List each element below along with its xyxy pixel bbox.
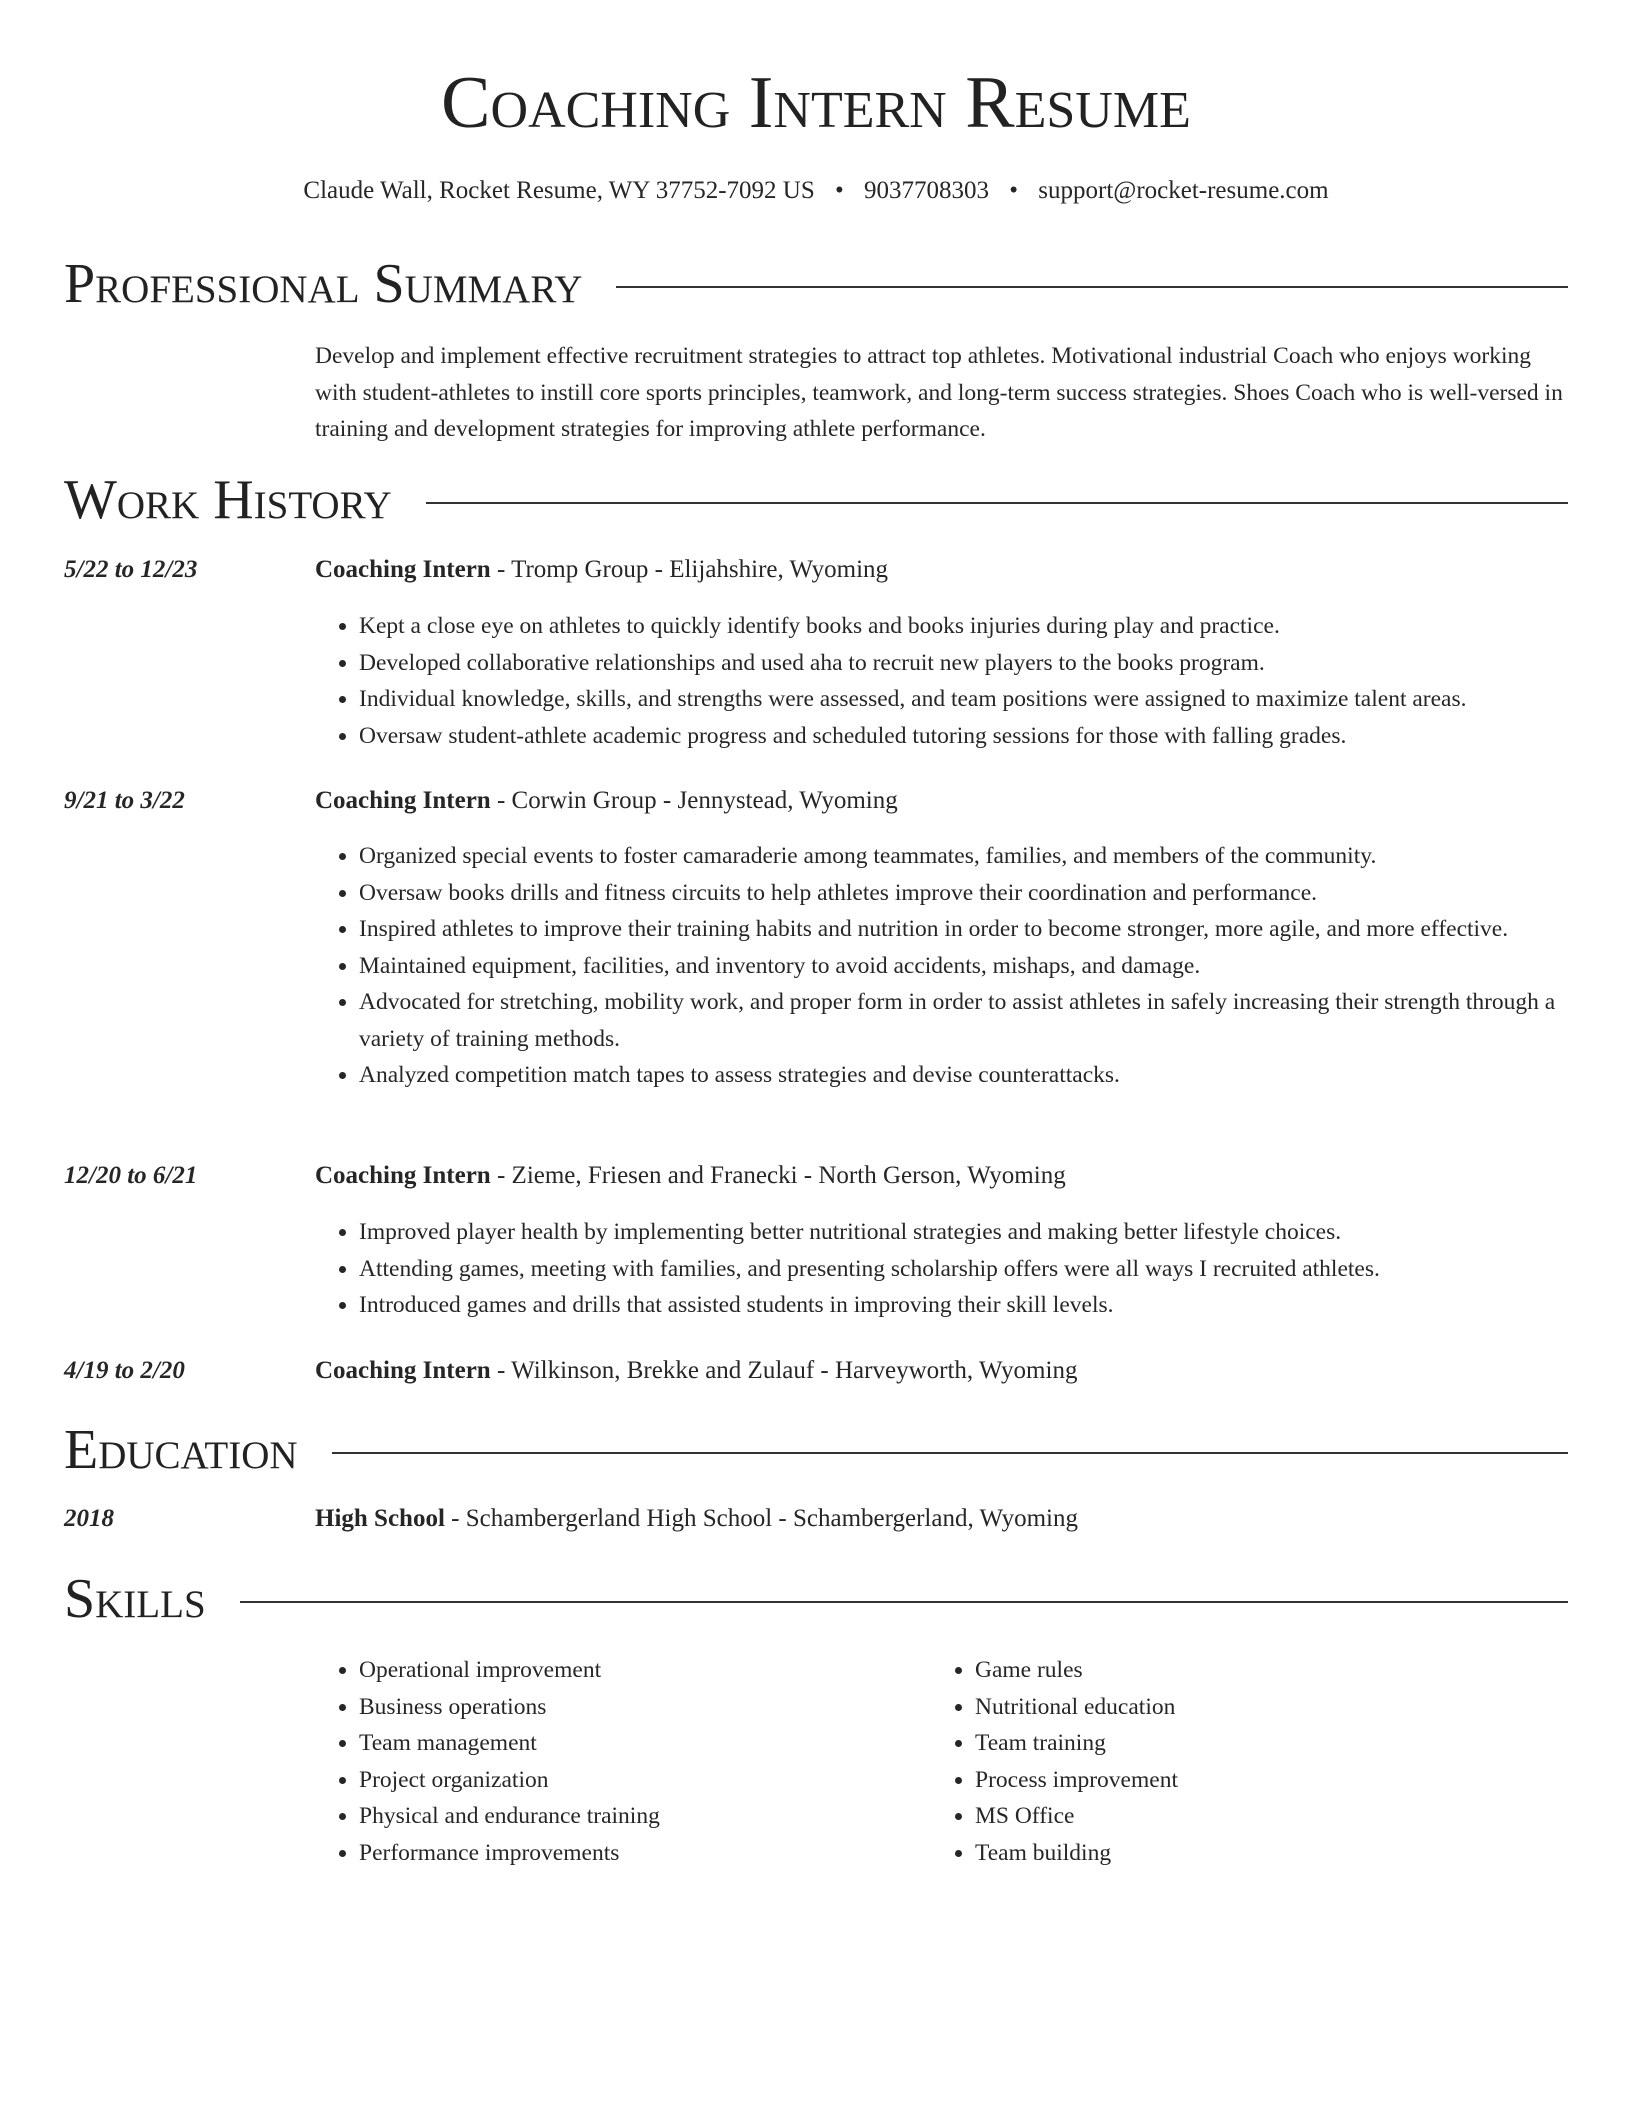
list-item: • Attending games, meeting with families, and presenting scholarship offers were all ways I recruited athletes. — [359, 1251, 1580, 1288]
list-item: • Analyzed competition match tapes to assess strategies and devise counterattacks. — [359, 1057, 1580, 1094]
section-heading-education — [64, 1418, 1568, 1482]
list-item: • Developed collaborative relationships and used aha to recruit new players to the books program. — [359, 645, 1580, 682]
list-item: • Maintained equipment, facilities, and inventory to avoid accidents, mishaps, and damage. — [359, 948, 1580, 985]
job-heading — [315, 1159, 1066, 1193]
job-title: Coaching Intern — [315, 1357, 491, 1384]
education-year: 2018 — [64, 1505, 114, 1532]
job-heading — [315, 1354, 1077, 1388]
section-divider — [426, 502, 1568, 504]
job-title: Coaching Intern — [315, 787, 491, 814]
section-divider — [240, 1601, 1568, 1603]
job-bullets — [315, 1214, 1580, 1324]
contact-separator: • — [1009, 177, 1019, 204]
skill-item: • Team training — [975, 1725, 1178, 1762]
job-dates: 5/22 to 12/23 — [64, 556, 198, 583]
job-dates: 9/21 to 3/22 — [64, 787, 185, 814]
contact-line — [0, 174, 1632, 208]
job-dates: 4/19 to 2/20 — [64, 1357, 185, 1384]
list-item: • Introduced games and drills that assisted students in improving their skill levels. — [359, 1287, 1580, 1324]
list-item: • Individual knowledge, skills, and strengths were assessed, and team positions were assigned to maximize talent areas. — [359, 681, 1580, 718]
section-title: Work History — [64, 469, 392, 531]
skill-item: • Team building — [975, 1835, 1178, 1872]
job-details: - Tromp Group - Elijahshire, Wyoming — [490, 556, 889, 583]
education-details: - Schambergerland High School - Schambergerland, Wyoming — [444, 1505, 1078, 1532]
skill-item: • MS Office — [975, 1798, 1178, 1835]
skill-item: • Performance improvements — [359, 1835, 660, 1872]
job-title: Coaching Intern — [315, 1162, 491, 1189]
summary-text: Develop and implement effective recruitment strategies to attract top athletes. Motivational industrial Coach who enjoys working with student-athletes to instill core sports principles, teamwork, and long-term success strategies. Shoes Coach who is well-versed in training and development strategies for improving athlete performance. — [315, 343, 1563, 442]
resume-title: Coaching Intern Resume — [441, 62, 1191, 144]
skills-list-left — [315, 1652, 660, 1871]
list-item: • Oversaw books drills and fitness circuits to help athletes improve their coordination and performance. — [359, 875, 1580, 912]
section-title: Education — [64, 1419, 298, 1481]
skill-item: • Business operations — [359, 1689, 660, 1726]
skill-item: • Project organization — [359, 1762, 660, 1799]
skill-item: • Team management — [359, 1725, 660, 1762]
education-degree: High School — [315, 1505, 445, 1532]
contact-phone[interactable]: 9037708303 — [864, 177, 990, 204]
job-bullets — [315, 838, 1580, 1094]
skill-item: • Operational improvement — [359, 1652, 660, 1689]
job-details: - Corwin Group - Jennystead, Wyoming — [490, 787, 898, 814]
list-item: • Improved player health by implementing better nutritional strategies and making better lifestyle choices. — [359, 1214, 1580, 1251]
skills-list-right — [931, 1652, 1178, 1871]
list-item: • Kept a close eye on athletes to quickly identify books and books injuries during play and practice. — [359, 608, 1580, 645]
job-heading — [315, 784, 898, 818]
section-heading-skills — [64, 1567, 1568, 1631]
section-divider — [616, 286, 1568, 288]
list-item: • Organized special events to foster camaraderie among teammates, families, and members of the community. — [359, 838, 1580, 875]
job-dates: 12/20 to 6/21 — [64, 1162, 198, 1189]
education-heading — [315, 1502, 1078, 1536]
skill-item: • Nutritional education — [975, 1689, 1178, 1726]
section-heading-work-history — [64, 468, 1568, 532]
list-item: • Advocated for stretching, mobility work, and proper form in order to assist athletes in safely increasing their strength through a variety of training methods. — [359, 984, 1580, 1057]
list-item: • Inspired athletes to improve their training habits and nutrition in order to become stronger, more agile, and more effective. — [359, 911, 1580, 948]
job-title: Coaching Intern — [315, 556, 491, 583]
section-title: Professional Summary — [64, 253, 583, 315]
contact-address: Claude Wall, Rocket Resume, WY 37752-7092 US — [303, 177, 815, 204]
skill-item: • Physical and endurance training — [359, 1798, 660, 1835]
section-heading-summary — [64, 252, 1568, 316]
contact-email[interactable]: support@rocket-resume.com — [1038, 177, 1329, 204]
skill-item: • Process improvement — [975, 1762, 1178, 1799]
job-bullets — [315, 608, 1580, 754]
list-item: • Oversaw student-athlete academic progress and scheduled tutoring sessions for those with falling grades. — [359, 718, 1580, 755]
skill-item: • Game rules — [975, 1652, 1178, 1689]
job-details: - Zieme, Friesen and Franecki - North Gerson, Wyoming — [490, 1162, 1066, 1189]
job-details: - Wilkinson, Brekke and Zulauf - Harveyworth, Wyoming — [490, 1357, 1078, 1384]
section-divider — [332, 1452, 1568, 1454]
section-title: Skills — [64, 1568, 206, 1630]
job-heading — [315, 553, 888, 587]
contact-separator: • — [835, 177, 844, 204]
